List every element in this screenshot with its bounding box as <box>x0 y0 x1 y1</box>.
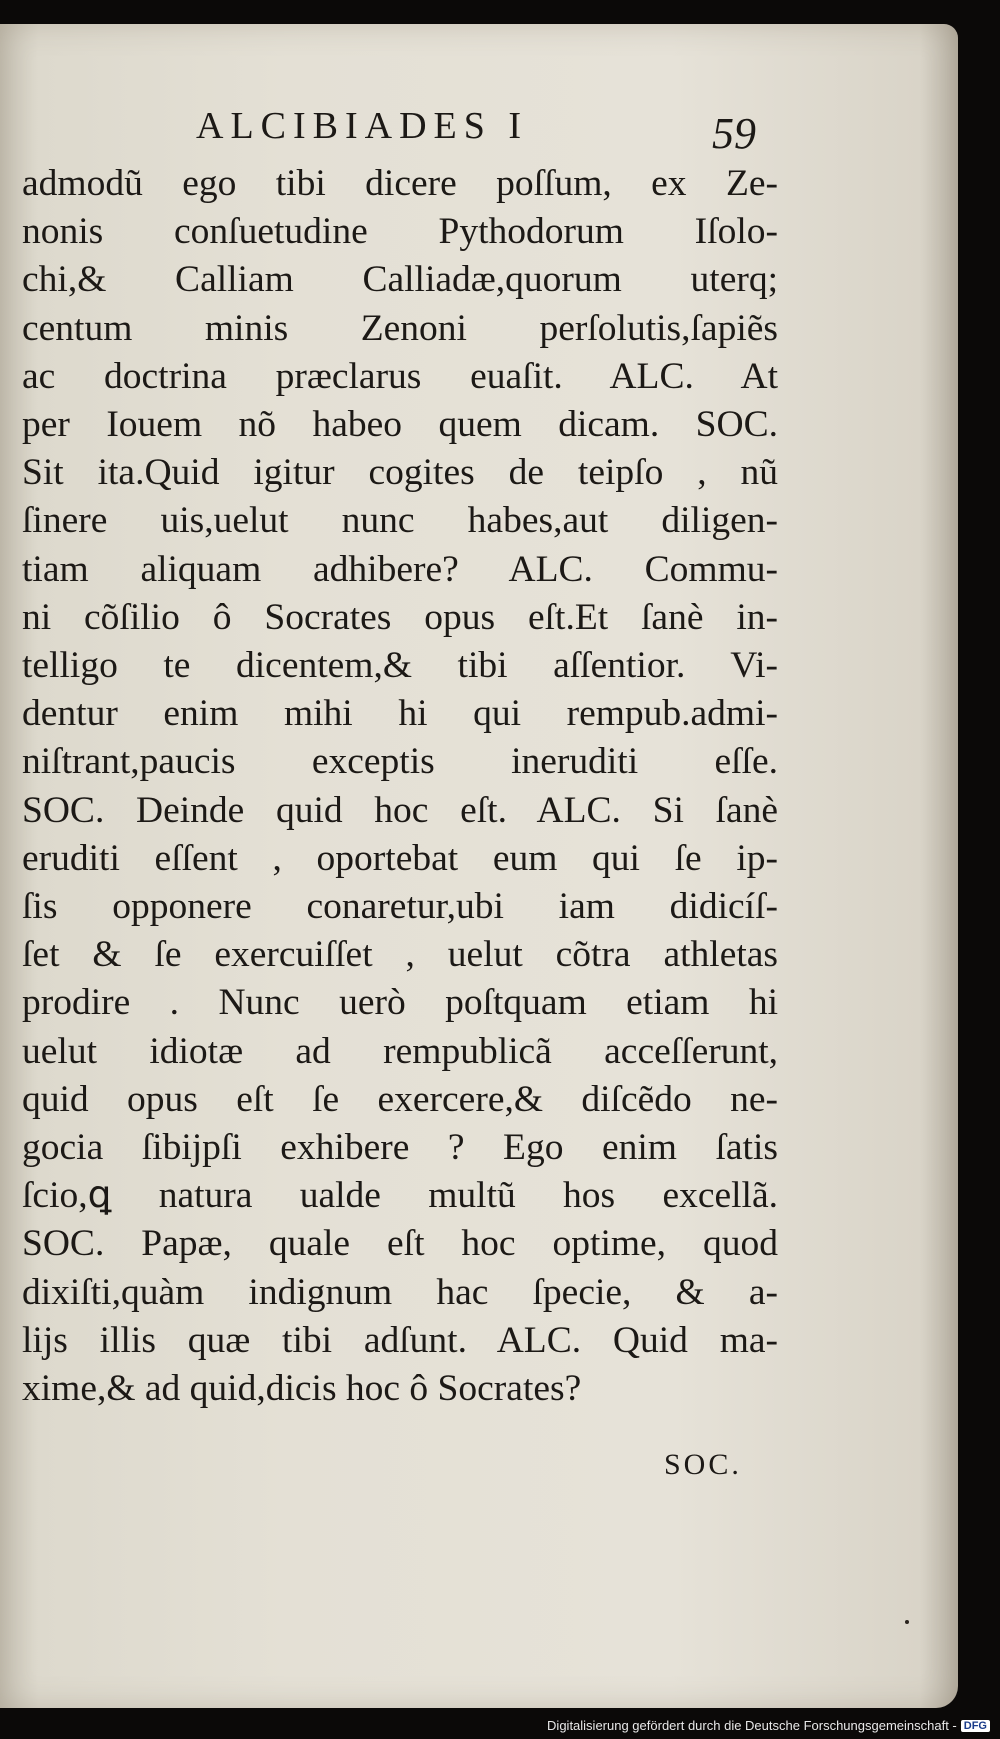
text-line: ſinere uis,uelut nunc habes,aut diligen- <box>22 500 778 542</box>
text-line: nonis conſuetudine Pythodorum Iſolo- <box>22 211 778 253</box>
text-line: admodũ ego tibi dicere poſſum, ex Ze- <box>22 163 778 204</box>
text-line: gocia ſibijpſi exhibere ? Ego enim ſatis <box>22 1127 778 1169</box>
ink-speck <box>905 1620 909 1624</box>
text-line: tiam aliquam adhibere? ALC. Commu- <box>22 548 778 590</box>
text-line: Sit ita.Quid igitur cogites de teipſo , nũ <box>22 452 778 494</box>
text-line: ac doctrina præclarus euaſit. ALC. At <box>22 355 778 397</box>
text-line: SOC. Papæ, quale eſt hoc optime, quod <box>22 1223 778 1265</box>
text-line: ſet & ſe exercuiſſet , uelut cõtra athletas <box>22 934 778 976</box>
page-number: 59 <box>712 109 756 158</box>
text-line: centum minis Zenoni perſolutis,ſapiẽs <box>22 307 778 349</box>
text-line: eruditi eſſent , oportebat eum qui ſe ip- <box>22 837 778 879</box>
text-line: telligo te dicentem,& tibi aſſentior. Vi- <box>22 645 778 687</box>
text-line: niſtrant,paucis exceptis ineruditi eſſe. <box>22 741 778 783</box>
text-line: ſcio,ꝗ natura ualde multũ hos excellã. <box>22 1175 778 1217</box>
text-line: ſis opponere conaretur,ubi iam didicíſ- <box>22 886 778 928</box>
text-line: dixiſti,quàm indignum hac ſpecie, & a- <box>22 1271 778 1313</box>
digitization-credit <box>547 1718 990 1733</box>
text-line: chi,& Calliam Calliadæ,quorum uterq; <box>22 259 778 301</box>
text-line: ni cõſilio ô Socrates opus eſt.Et ſanè in- <box>22 596 778 638</box>
text-line: uelut idiotæ ad rempublicã acceſſerunt, <box>22 1030 778 1072</box>
text-line: xime,& ad quid,dicis hoc ô Socrates? <box>22 1368 582 1410</box>
text-line: dentur enim mihi hi qui rempub.admi- <box>22 693 778 735</box>
catchword: SOC. <box>664 1448 742 1481</box>
text-line: prodire . Nunc uerò poſtquam etiam hi <box>22 982 778 1024</box>
running-title: ALCIBIADES I <box>196 105 529 147</box>
text-line: per Iouem nõ habeo quem dicam. SOC. <box>22 404 778 446</box>
dfg-logo-icon: DFG <box>961 1720 990 1732</box>
credit-text: Digitalisierung gefördert durch die Deutsche Forschungsgemeinschaft - <box>547 1718 957 1733</box>
text-line: quid opus eſt ſe exercere,& diſcẽdo ne- <box>22 1078 778 1120</box>
body-text <box>22 160 778 1413</box>
text-line: lijs illis quæ tibi adſunt. ALC. Quid ma- <box>22 1319 778 1361</box>
text-line: SOC. Deinde quid hoc eſt. ALC. Si ſanè <box>22 789 778 831</box>
